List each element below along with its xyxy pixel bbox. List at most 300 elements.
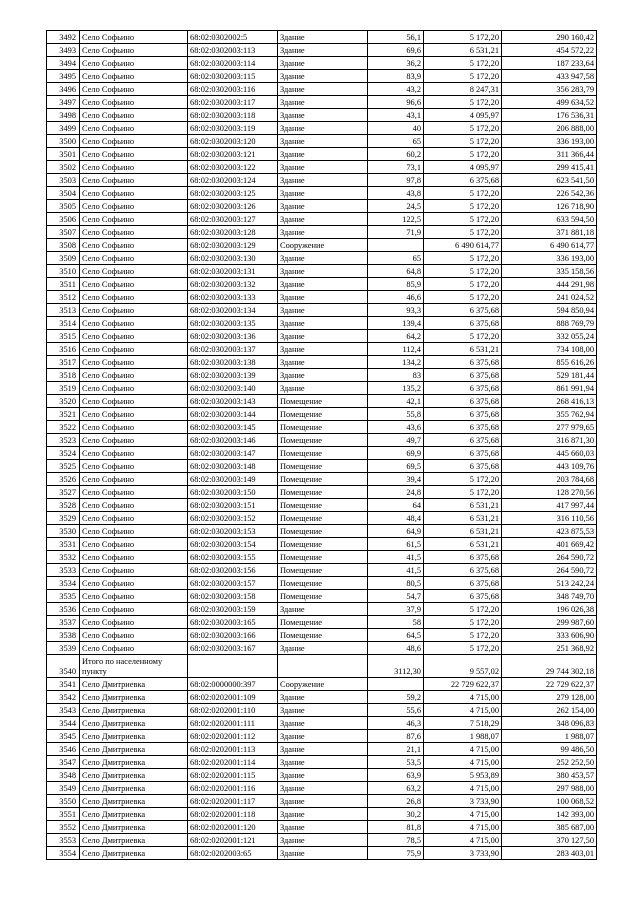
cadastral-value-cell: 316 110,56: [502, 512, 597, 525]
table-row: [47, 213, 597, 226]
cadastral-number-cell: 68:02:0302003:158: [188, 590, 278, 603]
table-row: [47, 161, 597, 174]
area-cell: 83: [368, 369, 424, 382]
object-type-cell: Здание: [278, 795, 368, 808]
area-cell: 83,9: [368, 70, 424, 83]
place-name-cell: Село Софьино: [80, 343, 188, 356]
unit-value-cell: 5 172,20: [424, 148, 502, 161]
cadastral-value-cell: 206 888,00: [502, 122, 597, 135]
row-number-cell: 3494: [47, 57, 80, 70]
cadastral-value-cell: 251 368,92: [502, 642, 597, 655]
area-cell: 85,9: [368, 278, 424, 291]
row-number-cell: 3513: [47, 304, 80, 317]
object-type-cell: Помещение: [278, 564, 368, 577]
cadastral-number-cell: 68:02:0302003:167: [188, 642, 278, 655]
row-number-cell: 3531: [47, 538, 80, 551]
cadastral-value-cell: 348 749,70: [502, 590, 597, 603]
cadastral-number-cell: 68:02:0202001:118: [188, 808, 278, 821]
area-cell: 56,1: [368, 31, 424, 44]
cadastral-value-cell: 128 270,56: [502, 486, 597, 499]
table-row: [47, 226, 597, 239]
cadastral-value-cell: 380 453,57: [502, 769, 597, 782]
area-cell: 112,4: [368, 343, 424, 356]
unit-value-cell: 5 172,20: [424, 187, 502, 200]
object-type-cell: Здание: [278, 730, 368, 743]
row-number-cell: 3525: [47, 460, 80, 473]
cadastral-value-cell: 203 784,68: [502, 473, 597, 486]
row-number-cell: 3509: [47, 252, 80, 265]
table-row: [47, 239, 597, 252]
unit-value-cell: 6 375,68: [424, 356, 502, 369]
area-cell: 24,5: [368, 200, 424, 213]
cadastral-number-cell: 68:02:0302003:143: [188, 395, 278, 408]
unit-value-cell: 5 172,20: [424, 330, 502, 343]
row-number-cell: 3526: [47, 473, 80, 486]
row-number-cell: 3520: [47, 395, 80, 408]
place-name-cell: Село Софьино: [80, 538, 188, 551]
unit-value-cell: 4 715,00: [424, 704, 502, 717]
unit-value-cell: 5 172,20: [424, 226, 502, 239]
cadastral-number-cell: 68:02:0302003:155: [188, 551, 278, 564]
place-name-cell: Село Софьино: [80, 278, 188, 291]
table-row: [47, 57, 597, 70]
unit-value-cell: 7 518,29: [424, 717, 502, 730]
row-number-cell: 3498: [47, 109, 80, 122]
row-number-cell: 3511: [47, 278, 80, 291]
place-name-cell: Село Софьино: [80, 642, 188, 655]
cadastral-number-cell: 68:02:0302003:154: [188, 538, 278, 551]
place-name-cell: Село Софьино: [80, 421, 188, 434]
area-cell: 55,8: [368, 408, 424, 421]
table-row: [47, 70, 597, 83]
object-type-cell: Помещение: [278, 525, 368, 538]
object-type-cell: Здание: [278, 769, 368, 782]
object-type-cell: Здание: [278, 603, 368, 616]
unit-value-cell: 6 490 614,77: [424, 239, 502, 252]
cadastral-value-cell: 633 594,50: [502, 213, 597, 226]
area-cell: 43,8: [368, 187, 424, 200]
object-type-cell: Здание: [278, 356, 368, 369]
place-name-cell: Село Софьино: [80, 408, 188, 421]
cadastral-number-cell: 68:02:0302003:114: [188, 57, 278, 70]
object-type-cell: Помещение: [278, 395, 368, 408]
cadastral-number-cell: 68:02:0302003:130: [188, 252, 278, 265]
table-row: [47, 382, 597, 395]
row-number-cell: 3552: [47, 821, 80, 834]
table-row: [47, 187, 597, 200]
area-cell: 40: [368, 122, 424, 135]
cadastral-value-cell: 142 393,00: [502, 808, 597, 821]
place-name-cell: Село Софьино: [80, 109, 188, 122]
table-row: [47, 655, 597, 678]
row-number-cell: 3503: [47, 174, 80, 187]
object-type-cell: Помещение: [278, 512, 368, 525]
cadastral-value-cell: 299 415,41: [502, 161, 597, 174]
place-name-cell: Село Софьино: [80, 135, 188, 148]
cadastral-number-cell: 68:02:0202003:65: [188, 847, 278, 860]
row-number-cell: 3530: [47, 525, 80, 538]
table-row: [47, 808, 597, 821]
unit-value-cell: 4 715,00: [424, 743, 502, 756]
row-number-cell: 3545: [47, 730, 80, 743]
object-type-cell: Здание: [278, 343, 368, 356]
place-name-cell: Село Софьино: [80, 473, 188, 486]
table-row: [47, 291, 597, 304]
table-row: [47, 200, 597, 213]
area-cell: 93,3: [368, 304, 424, 317]
area-cell: 75,9: [368, 847, 424, 860]
cadastral-value-cell: 176 536,31: [502, 109, 597, 122]
place-name-cell: Село Софьино: [80, 252, 188, 265]
cadastral-value-cell: 445 660,03: [502, 447, 597, 460]
area-cell: 135,2: [368, 382, 424, 395]
area-cell: 61,5: [368, 538, 424, 551]
place-name-cell: Село Дмитриевка: [80, 678, 188, 691]
row-number-cell: 3517: [47, 356, 80, 369]
cadastral-value-cell: 444 291,98: [502, 278, 597, 291]
cadastral-value-cell: 529 181,44: [502, 369, 597, 382]
place-name-cell: Село Софьино: [80, 512, 188, 525]
cadastral-value-cell: 311 366,44: [502, 148, 597, 161]
unit-value-cell: 6 375,68: [424, 460, 502, 473]
unit-value-cell: 4 095,97: [424, 161, 502, 174]
cadastral-number-cell: 68:02:0202001:120: [188, 821, 278, 834]
cadastral-number-cell: 68:02:0202001:112: [188, 730, 278, 743]
unit-value-cell: 6 375,68: [424, 551, 502, 564]
area-cell: 39,4: [368, 473, 424, 486]
cadastral-number-cell: 68:02:0302003:139: [188, 369, 278, 382]
cadastral-value-cell: 594 850,94: [502, 304, 597, 317]
row-number-cell: 3553: [47, 834, 80, 847]
cadastral-value-cell: 332 055,24: [502, 330, 597, 343]
cadastral-number-cell: 68:02:0302003:127: [188, 213, 278, 226]
object-type-cell: Помещение: [278, 577, 368, 590]
unit-value-cell: 5 172,20: [424, 31, 502, 44]
area-cell: 69,6: [368, 44, 424, 57]
cadastral-number-cell: 68:02:0302003:121: [188, 148, 278, 161]
table-row: [47, 847, 597, 860]
unit-value-cell: 5 172,20: [424, 57, 502, 70]
cadastral-value-cell: 454 572,22: [502, 44, 597, 57]
cadastral-value-cell: 268 416,13: [502, 395, 597, 408]
unit-value-cell: 5 172,20: [424, 122, 502, 135]
row-number-cell: 3542: [47, 691, 80, 704]
unit-value-cell: 6 375,68: [424, 369, 502, 382]
row-number-cell: 3533: [47, 564, 80, 577]
row-number-cell: 3536: [47, 603, 80, 616]
cadastral-value-cell: 1 988,07: [502, 730, 597, 743]
place-name-cell: Село Софьино: [80, 226, 188, 239]
place-name-cell: Село Софьино: [80, 291, 188, 304]
place-name-cell: Село Софьино: [80, 330, 188, 343]
object-type-cell: Здание: [278, 265, 368, 278]
place-name-cell: Село Софьино: [80, 122, 188, 135]
row-number-cell: 3512: [47, 291, 80, 304]
table-row: [47, 743, 597, 756]
cadastral-value-cell: 417 997,44: [502, 499, 597, 512]
place-name-cell: Село Софьино: [80, 148, 188, 161]
row-number-cell: 3550: [47, 795, 80, 808]
unit-value-cell: 6 375,68: [424, 434, 502, 447]
area-cell: 24,8: [368, 486, 424, 499]
cadastral-number-cell: 68:02:0302003:153: [188, 525, 278, 538]
area-cell: 134,2: [368, 356, 424, 369]
object-type-cell: Помещение: [278, 616, 368, 629]
unit-value-cell: 6 375,68: [424, 382, 502, 395]
cadastral-number-cell: 68:02:0302003:165: [188, 616, 278, 629]
cadastral-number-cell: 68:02:0302003:138: [188, 356, 278, 369]
place-name-cell: Село Дмитриевка: [80, 795, 188, 808]
area-cell: 26,8: [368, 795, 424, 808]
area-cell: 60,2: [368, 148, 424, 161]
row-number-cell: 3535: [47, 590, 80, 603]
place-name-cell: Село Софьино: [80, 57, 188, 70]
table-row: [47, 590, 597, 603]
object-type-cell: Помещение: [278, 499, 368, 512]
unit-value-cell: 5 953,89: [424, 769, 502, 782]
unit-value-cell: 5 172,20: [424, 486, 502, 499]
unit-value-cell: 5 172,20: [424, 96, 502, 109]
table-row: [47, 122, 597, 135]
row-number-cell: 3499: [47, 122, 80, 135]
cadastral-value-cell: 348 096,83: [502, 717, 597, 730]
unit-value-cell: 6 375,68: [424, 421, 502, 434]
area-cell: 49,7: [368, 434, 424, 447]
cadastral-number-cell: 68:02:0302003:129: [188, 239, 278, 252]
row-number-cell: 3507: [47, 226, 80, 239]
cadastral-value-cell: 333 606,90: [502, 629, 597, 642]
row-number-cell: 3522: [47, 421, 80, 434]
area-cell: 48,6: [368, 642, 424, 655]
table-row: [47, 717, 597, 730]
object-type-cell: Помещение: [278, 434, 368, 447]
place-name-cell: Село Дмитриевка: [80, 743, 188, 756]
unit-value-cell: 5 172,20: [424, 265, 502, 278]
area-cell: 54,7: [368, 590, 424, 603]
row-number-cell: 3547: [47, 756, 80, 769]
area-cell: 78,5: [368, 834, 424, 847]
object-type-cell: Здание: [278, 834, 368, 847]
place-name-cell: Село Дмитриевка: [80, 769, 188, 782]
table-row: [47, 795, 597, 808]
object-type-cell: Здание: [278, 369, 368, 382]
unit-value-cell: 5 172,20: [424, 616, 502, 629]
unit-value-cell: 8 247,31: [424, 83, 502, 96]
table-row: [47, 135, 597, 148]
object-type-cell: Здание: [278, 691, 368, 704]
unit-value-cell: 5 172,20: [424, 291, 502, 304]
table-row: [47, 525, 597, 538]
place-name-cell: Село Дмитриевка: [80, 730, 188, 743]
unit-value-cell: 4 095,97: [424, 109, 502, 122]
object-type-cell: Здание: [278, 96, 368, 109]
area-cell: 65: [368, 135, 424, 148]
table-row: [47, 538, 597, 551]
cadastral-value-cell: 371 881,18: [502, 226, 597, 239]
object-type-cell: Здание: [278, 278, 368, 291]
area-cell: 59,2: [368, 691, 424, 704]
cadastral-value-cell: 356 283,79: [502, 83, 597, 96]
object-type-cell: Помещение: [278, 551, 368, 564]
place-name-cell: Село Дмитриевка: [80, 782, 188, 795]
table-row: [47, 278, 597, 291]
row-number-cell: 3548: [47, 769, 80, 782]
table-row: [47, 730, 597, 743]
unit-value-cell: 6 375,68: [424, 395, 502, 408]
property-register-table: [46, 30, 597, 860]
place-name-cell: Село Софьино: [80, 577, 188, 590]
cadastral-number-cell: 68:02:0302003:136: [188, 330, 278, 343]
place-name-cell: Село Софьино: [80, 31, 188, 44]
cadastral-number-cell: 68:02:0302003:132: [188, 278, 278, 291]
area-cell: 64,2: [368, 330, 424, 343]
cadastral-value-cell: 370 127,50: [502, 834, 597, 847]
unit-value-cell: 6 375,68: [424, 408, 502, 421]
place-name-cell: Село Софьино: [80, 187, 188, 200]
cadastral-number-cell: 68:02:0302003:156: [188, 564, 278, 577]
table-row: [47, 304, 597, 317]
object-type-cell: Здание: [278, 135, 368, 148]
unit-value-cell: 6 531,21: [424, 512, 502, 525]
place-name-cell: Село Софьино: [80, 265, 188, 278]
table-row: [47, 174, 597, 187]
unit-value-cell: 3 733,90: [424, 847, 502, 860]
table-row: [47, 678, 597, 691]
table-row: [47, 83, 597, 96]
area-cell: 96,6: [368, 96, 424, 109]
unit-value-cell: 6 375,68: [424, 590, 502, 603]
unit-value-cell: 4 715,00: [424, 756, 502, 769]
area-cell: 64,8: [368, 265, 424, 278]
unit-value-cell: 5 172,20: [424, 278, 502, 291]
cadastral-number-cell: 68:02:0302002:5: [188, 31, 278, 44]
cadastral-value-cell: 241 024,52: [502, 291, 597, 304]
object-type-cell: Здание: [278, 70, 368, 83]
cadastral-number-cell: 68:02:0202001:121: [188, 834, 278, 847]
place-name-cell: Село Софьино: [80, 525, 188, 538]
cadastral-number-cell: 68:02:0302003:120: [188, 135, 278, 148]
row-number-cell: 3501: [47, 148, 80, 161]
table-row: [47, 473, 597, 486]
area-cell: 58: [368, 616, 424, 629]
area-cell: 71,9: [368, 226, 424, 239]
object-type-cell: Здание: [278, 57, 368, 70]
unit-value-cell: 6 375,68: [424, 304, 502, 317]
row-number-cell: 3497: [47, 96, 80, 109]
object-type-cell: Здание: [278, 200, 368, 213]
place-name-cell: Село Софьино: [80, 551, 188, 564]
cadastral-value-cell: 6 490 614,77: [502, 239, 597, 252]
table-row: [47, 148, 597, 161]
row-number-cell: 3510: [47, 265, 80, 278]
table-row: [47, 96, 597, 109]
cadastral-value-cell: 316 871,30: [502, 434, 597, 447]
cadastral-number-cell: 68:02:0302003:115: [188, 70, 278, 83]
cadastral-number-cell: 68:02:0302003:157: [188, 577, 278, 590]
cadastral-number-cell: 68:02:0302003:116: [188, 83, 278, 96]
area-cell: [368, 239, 424, 252]
cadastral-value-cell: 283 403,01: [502, 847, 597, 860]
place-name-cell: Село Софьино: [80, 564, 188, 577]
row-number-cell: 3540: [47, 655, 80, 678]
object-type-cell: Здание: [278, 31, 368, 44]
cadastral-value-cell: 252 252,50: [502, 756, 597, 769]
table-body: [47, 31, 597, 860]
cadastral-value-cell: 262 154,00: [502, 704, 597, 717]
area-cell: 63,9: [368, 769, 424, 782]
cadastral-number-cell: 68:02:0302003:134: [188, 304, 278, 317]
place-name-cell: Село Софьино: [80, 96, 188, 109]
cadastral-number-cell: 68:02:0302003:159: [188, 603, 278, 616]
row-number-cell: 3502: [47, 161, 80, 174]
place-name-cell: Село Дмитриевка: [80, 808, 188, 821]
unit-value-cell: 5 172,20: [424, 473, 502, 486]
cadastral-number-cell: 68:02:0302003:118: [188, 109, 278, 122]
cadastral-number-cell: [188, 655, 278, 678]
unit-value-cell: 4 715,00: [424, 834, 502, 847]
unit-value-cell: 6 531,21: [424, 44, 502, 57]
row-number-cell: 3534: [47, 577, 80, 590]
area-cell: 69,9: [368, 447, 424, 460]
place-name-cell: Село Софьино: [80, 200, 188, 213]
table-row: [47, 512, 597, 525]
object-type-cell: Помещение: [278, 447, 368, 460]
cadastral-number-cell: 68:02:0302003:148: [188, 460, 278, 473]
place-name-cell: Село Софьино: [80, 447, 188, 460]
place-name-cell: Село Софьино: [80, 486, 188, 499]
row-number-cell: 3551: [47, 808, 80, 821]
object-type-cell: Здание: [278, 756, 368, 769]
cadastral-value-cell: 126 718,90: [502, 200, 597, 213]
object-type-cell: Сооружение: [278, 678, 368, 691]
area-cell: 3112,30: [368, 655, 424, 678]
object-type-cell: Здание: [278, 187, 368, 200]
table-row: [47, 434, 597, 447]
area-cell: 41,5: [368, 564, 424, 577]
table-row: [47, 704, 597, 717]
unit-value-cell: 9 557,02: [424, 655, 502, 678]
place-name-cell: Село Софьино: [80, 460, 188, 473]
row-number-cell: 3500: [47, 135, 80, 148]
object-type-cell: Здание: [278, 821, 368, 834]
row-number-cell: 3532: [47, 551, 80, 564]
cadastral-value-cell: 355 762,94: [502, 408, 597, 421]
cadastral-value-cell: 22 729 622,37: [502, 678, 597, 691]
area-cell: 21,1: [368, 743, 424, 756]
cadastral-number-cell: 68:02:0202001:113: [188, 743, 278, 756]
cadastral-number-cell: 68:02:0302003:135: [188, 317, 278, 330]
object-type-cell: Здание: [278, 83, 368, 96]
place-name-cell: Село Софьино: [80, 70, 188, 83]
cadastral-value-cell: 888 769,79: [502, 317, 597, 330]
area-cell: 87,6: [368, 730, 424, 743]
place-name-cell: Село Софьино: [80, 434, 188, 447]
area-cell: 43,2: [368, 83, 424, 96]
area-cell: 43,6: [368, 421, 424, 434]
cadastral-number-cell: 68:02:0302003:144: [188, 408, 278, 421]
area-cell: 42,1: [368, 395, 424, 408]
unit-value-cell: 5 172,20: [424, 70, 502, 83]
row-number-cell: 3549: [47, 782, 80, 795]
table-row: [47, 782, 597, 795]
cadastral-value-cell: 336 193,00: [502, 135, 597, 148]
cadastral-value-cell: 279 128,00: [502, 691, 597, 704]
row-number-cell: 3515: [47, 330, 80, 343]
table-row: [47, 691, 597, 704]
place-name-cell: Село Софьино: [80, 304, 188, 317]
cadastral-number-cell: 68:02:0302003:117: [188, 96, 278, 109]
table-row: [47, 629, 597, 642]
